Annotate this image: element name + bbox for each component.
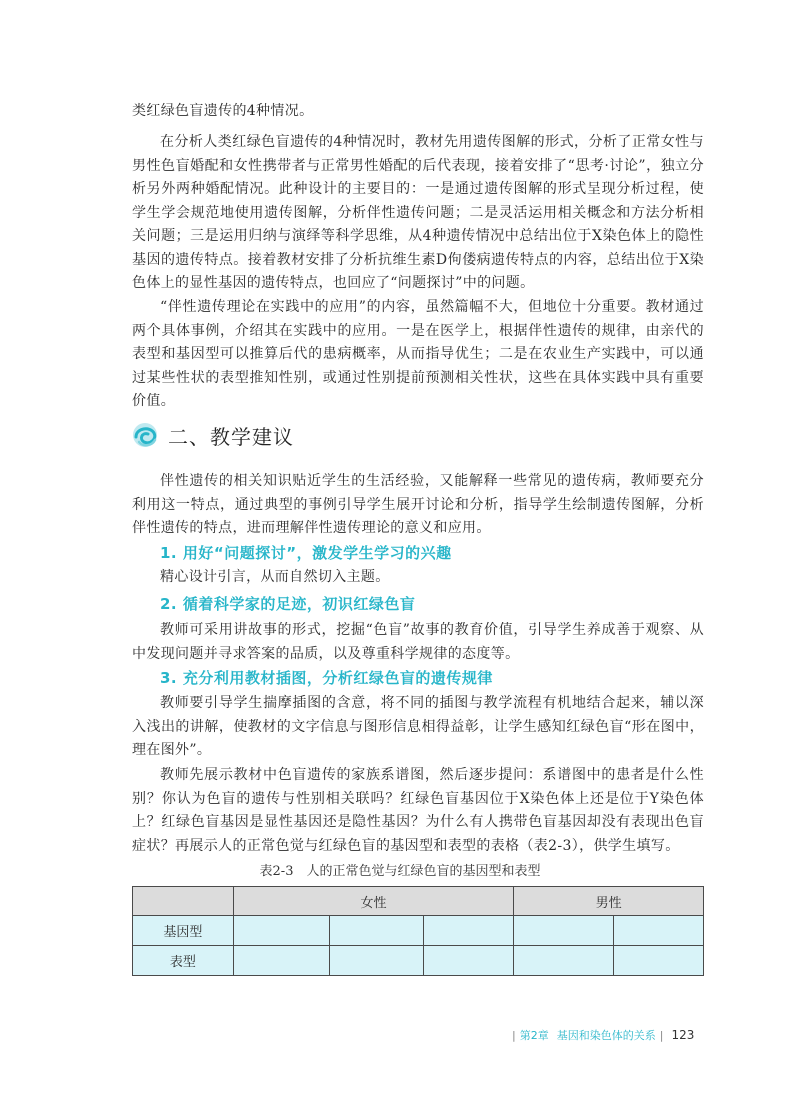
table-header-empty — [133, 887, 234, 916]
table-cell[interactable] — [614, 916, 704, 946]
row-label-genotype: 基因型 — [133, 916, 234, 946]
table-header-female: 女性 — [233, 887, 513, 916]
paragraph-sub1: 精心设计引言，从而自然切入主题。 — [160, 569, 390, 585]
paragraph-sub3: 教师要引导学生揣摩插图的含意，将不同的插图与教学流程有机地结合起来，辅以深入浅出的讲解，使教材的文字信息与图形信息相得益彰，让学生感知红绿色盲“形在图中，理在图外”。 — [132, 695, 704, 758]
table-row — [133, 946, 704, 976]
table-cell[interactable] — [329, 916, 424, 946]
paragraph-analysis: 在分析人类红绿色盲遗传的4种情况时，教材先用遗传图解的形式，分析了正常女性与男性色盲婚配和女性携带者与正常男性婚配的后代表现，接着安排了“思考·讨论”，独立分析另外两种婚配情况。此种设计的主要目的：一是通过遗传图解的形式呈现分析过程，使学生学会规范地使用遗传图解，分析伴性遗传问题；二是灵活运用相关概念和方法分析相关问题；三是运用归纳与演绎等科学思维，从4种遗传情况中总结出位于X染色体上的隐性基因的遗传特点。接着教材安排了分析抗维生素D佝偻病遗传特点的内容，总结出位于X染色体上的显性基因的遗传特点，也回应了“问题探讨”中的问题。 — [132, 134, 704, 291]
table-cell[interactable] — [233, 946, 329, 976]
subheading-3: 3. 充分利用教材插图，分析红绿色盲的遗传规律 — [160, 669, 493, 687]
spiral-swirl-icon — [130, 420, 160, 450]
table-row — [133, 916, 704, 946]
table-header-row — [133, 887, 704, 916]
section-heading — [130, 419, 294, 451]
page-number: 123 — [671, 1028, 695, 1042]
footer-divider: | — [512, 1028, 516, 1042]
footer-divider: | — [659, 1028, 664, 1042]
subheading-1: 1. 用好“问题探讨”，激发学生学习的兴趣 — [160, 544, 452, 562]
table-cell[interactable] — [514, 916, 614, 946]
page-footer — [508, 1027, 694, 1043]
table-cell[interactable] — [514, 946, 614, 976]
paragraph-teaching-intro: 伴性遗传的相关知识贴近学生的生活经验，又能解释一些常见的遗传病，教师要充分利用这一特点，通过典型的事例引导学生展开讨论和分析，指导学生绘制遗传图解，分析伴性遗传的特点，进而理解伴性遗传理论的意义和应用。 — [132, 473, 704, 536]
table-cell[interactable] — [614, 946, 704, 976]
table-cell[interactable] — [233, 916, 329, 946]
paragraph-pedigree: 教师先展示教材中色盲遗传的家族系谱图，然后逐步提问：系谱图中的患者是什么性别？你认为色盲的遗传与性别相关联吗？红绿色盲基因位于X染色体上还是位于Y染色体上？红绿色盲基因是显性基因还是隐性基因？为什么有人携带色盲基因却没有表现出色盲症状？再展示人的正常色觉与红绿色盲的基因型和表型的表格（表2-3），供学生填写。 — [132, 767, 704, 854]
footer-chapter-title: 基因和染色体的关系 — [556, 1029, 656, 1042]
table-cell[interactable] — [424, 916, 514, 946]
subheading-2: 2. 循着科学家的足迹，初识红绿色盲 — [160, 595, 416, 613]
paragraph-intro-tail: 类红绿色盲遗传的4种情况。 — [132, 103, 314, 119]
paragraph-sub2: 教师可采用讲故事的形式，挖掘“色盲”故事的教育价值，引导学生养成善于观察、从中发现问题并寻求答案的品质，以及尊重科学规律的态度等。 — [132, 622, 704, 662]
row-label-phenotype: 表型 — [133, 946, 234, 976]
genotype-phenotype-table — [132, 886, 704, 976]
paragraph-application: “伴性遗传理论在实践中的应用”的内容，虽然篇幅不大，但地位十分重要。教材通过两个具体事例，介绍其在实践中的应用。一是在医学上，根据伴性遗传的规律，由亲代的表型和基因型可以推算后代的患病概率，从而指导优生；二是在农业生产实践中，可以通过某些性状的表型推知性别，或通过性别提前预测相关性状，这些在具体实践中具有重要价值。 — [132, 299, 704, 409]
table-cell[interactable] — [329, 946, 424, 976]
footer-chapter: 第2章 — [519, 1029, 549, 1042]
table-header-male: 男性 — [514, 887, 704, 916]
section-heading-text: 二、教学建议 — [168, 424, 294, 449]
table-caption: 表2-3 人的正常色觉与红绿色盲的基因型和表型 — [259, 864, 541, 879]
table-cell[interactable] — [424, 946, 514, 976]
